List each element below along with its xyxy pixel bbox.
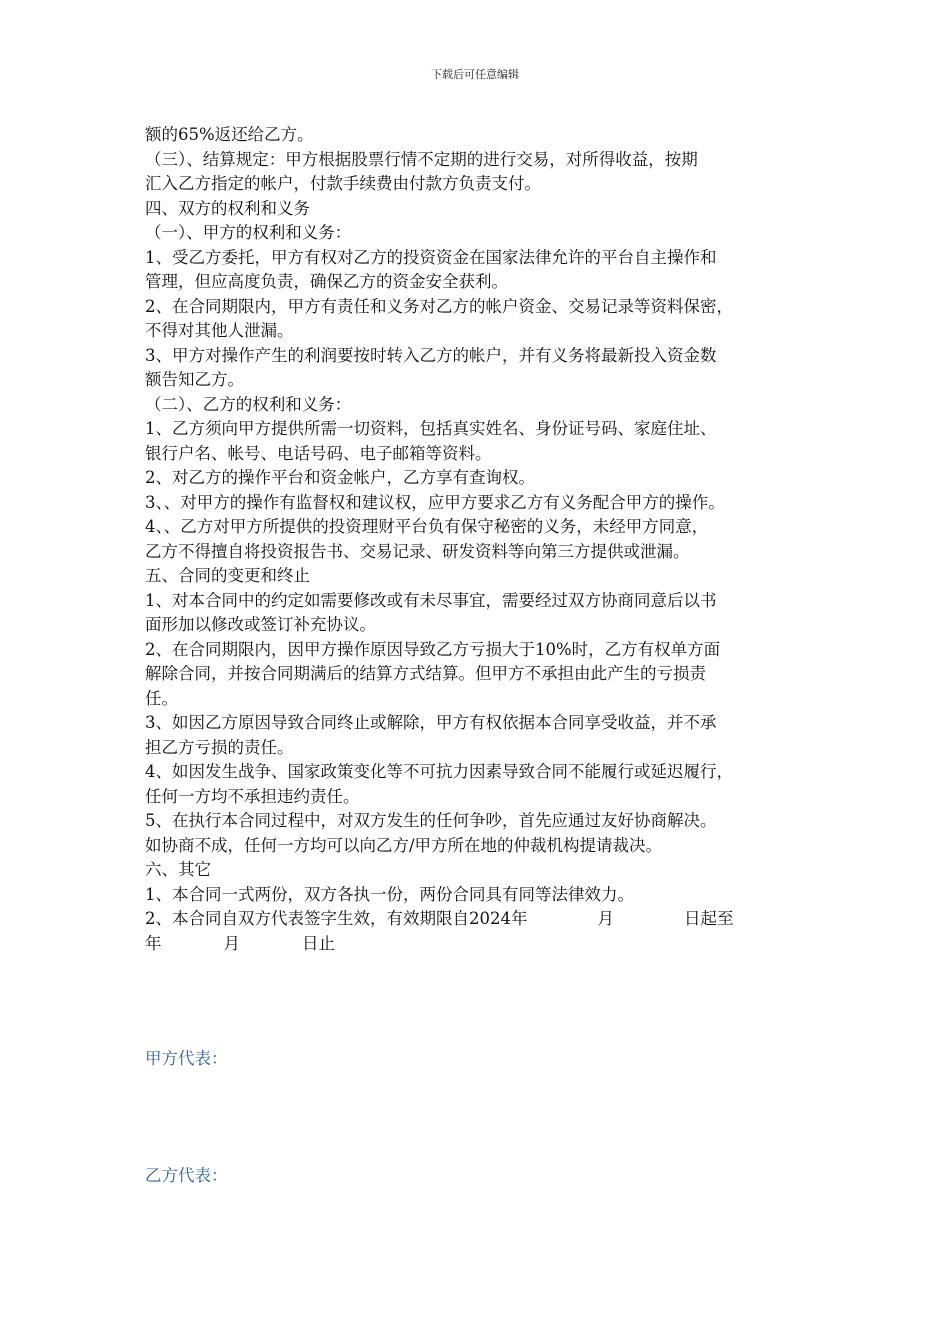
text-line: 银行户名、帐号、电话号码、电子邮箱等资料。	[145, 443, 492, 463]
party-a-signature-label: 甲方代表：	[145, 1049, 228, 1068]
text-line: 5、在执行本合同过程中，对双方发生的任何争吵，首先应通过友好协商解决。	[145, 811, 717, 830]
text-line: 不得对其他人泄漏。	[145, 321, 294, 340]
term-line	[145, 907, 815, 932]
text-line: 如协商不成，任何一方均可以向乙方/甲方所在地的仲裁机构提请裁决。	[145, 835, 663, 855]
text-line: 1、对本合同中的约定如需要修改或有未尽事宜，需要经过双方协商同意后以书	[145, 590, 717, 610]
text-line: 汇入乙方指定的帐户，付款手续费由付款方负责支付。	[145, 174, 541, 193]
section-heading: 四、双方的权利和义务	[145, 198, 310, 218]
text-line: 面形加以修改或签订补充协议。	[145, 615, 376, 634]
text-line: （三）、结算规定：甲方根据股票行情不定期的进行交易，对所得收益，按期	[145, 149, 698, 169]
text-line: 3、如因乙方原因导致合同终止或解除，甲方有权依据本合同享受收益，并不承	[145, 713, 717, 732]
page-header: 下载后可任意编辑	[431, 68, 519, 81]
text-line: 解除合同，并按合同期满后的结算方式结算。但甲方不承担由此产生的亏损责	[145, 664, 706, 683]
text-line: 1、乙方须向甲方提供所需一切资料，包括真实姓名、身份证号码、家庭住址、	[145, 419, 717, 438]
end-year: 年	[145, 933, 162, 953]
contract-body	[145, 123, 815, 956]
text-line: 2、在合同期限内，因甲方操作原因导致乙方亏损大于10%时，乙方有权单方面	[145, 639, 721, 659]
subsection-heading: （二）、乙方的权利和义务：	[145, 394, 352, 414]
text-line: 1、受乙方委托，甲方有权对乙方的投资资金在国家法律允许的平台自主操作和	[145, 247, 717, 267]
text-line: 4、、乙方对甲方所提供的投资理财平台负有保守秘密的义务，未经甲方同意，	[145, 517, 709, 536]
party-b-signature-label: 乙方代表：	[145, 1166, 228, 1185]
end-month: 月	[223, 933, 240, 953]
section-heading: 五、合同的变更和终止	[145, 566, 310, 585]
text-line: 任何一方均不承担违约责任。	[145, 786, 360, 806]
text-line: 额的65%返还给乙方。	[145, 125, 314, 144]
text-line: 2、在合同期限内，甲方有责任和义务对乙方的帐户资金、交易记录等资料保密，	[145, 296, 733, 316]
end-day: 日止	[302, 933, 335, 953]
term-day-from: 日起至	[684, 909, 734, 928]
text-line: 3、、对甲方的操作有监督权和建议权，应甲方要求乙方有义务配合甲方的操作。	[145, 492, 725, 512]
text-line: 3、甲方对操作产生的利润要按时转入乙方的帐户，并有义务将最新投入资金数	[145, 345, 717, 365]
text-line: 管理，但应高度负责，确保乙方的资金安全获利。	[145, 272, 508, 291]
term-prefix: 2、本合同自双方代表签字生效，有效期限自2024年	[145, 909, 528, 928]
term-month: 月	[597, 909, 614, 928]
subsection-heading: （一）、甲方的权利和义务：	[145, 223, 352, 242]
text-line: 4、如因发生战争、国家政策变化等不可抗力因素导致合同不能履行或延迟履行，	[145, 762, 733, 781]
text-line: 额告知乙方。	[145, 370, 244, 389]
text-line: 2、对乙方的操作平台和资金帐户，乙方享有查询权。	[145, 468, 535, 487]
text-line: 乙方不得擅自将投资报告书、交易记录、研发资料等向第三方提供或泄漏。	[145, 541, 690, 561]
section-heading: 六、其它	[145, 860, 211, 879]
text-line: 担乙方亏损的责任。	[145, 737, 294, 757]
end-date-line	[145, 932, 815, 957]
text-line: 1、本合同一式两份，双方各执一份，两份合同具有同等法律效力。	[145, 884, 634, 904]
text-line: 任。	[145, 688, 178, 708]
